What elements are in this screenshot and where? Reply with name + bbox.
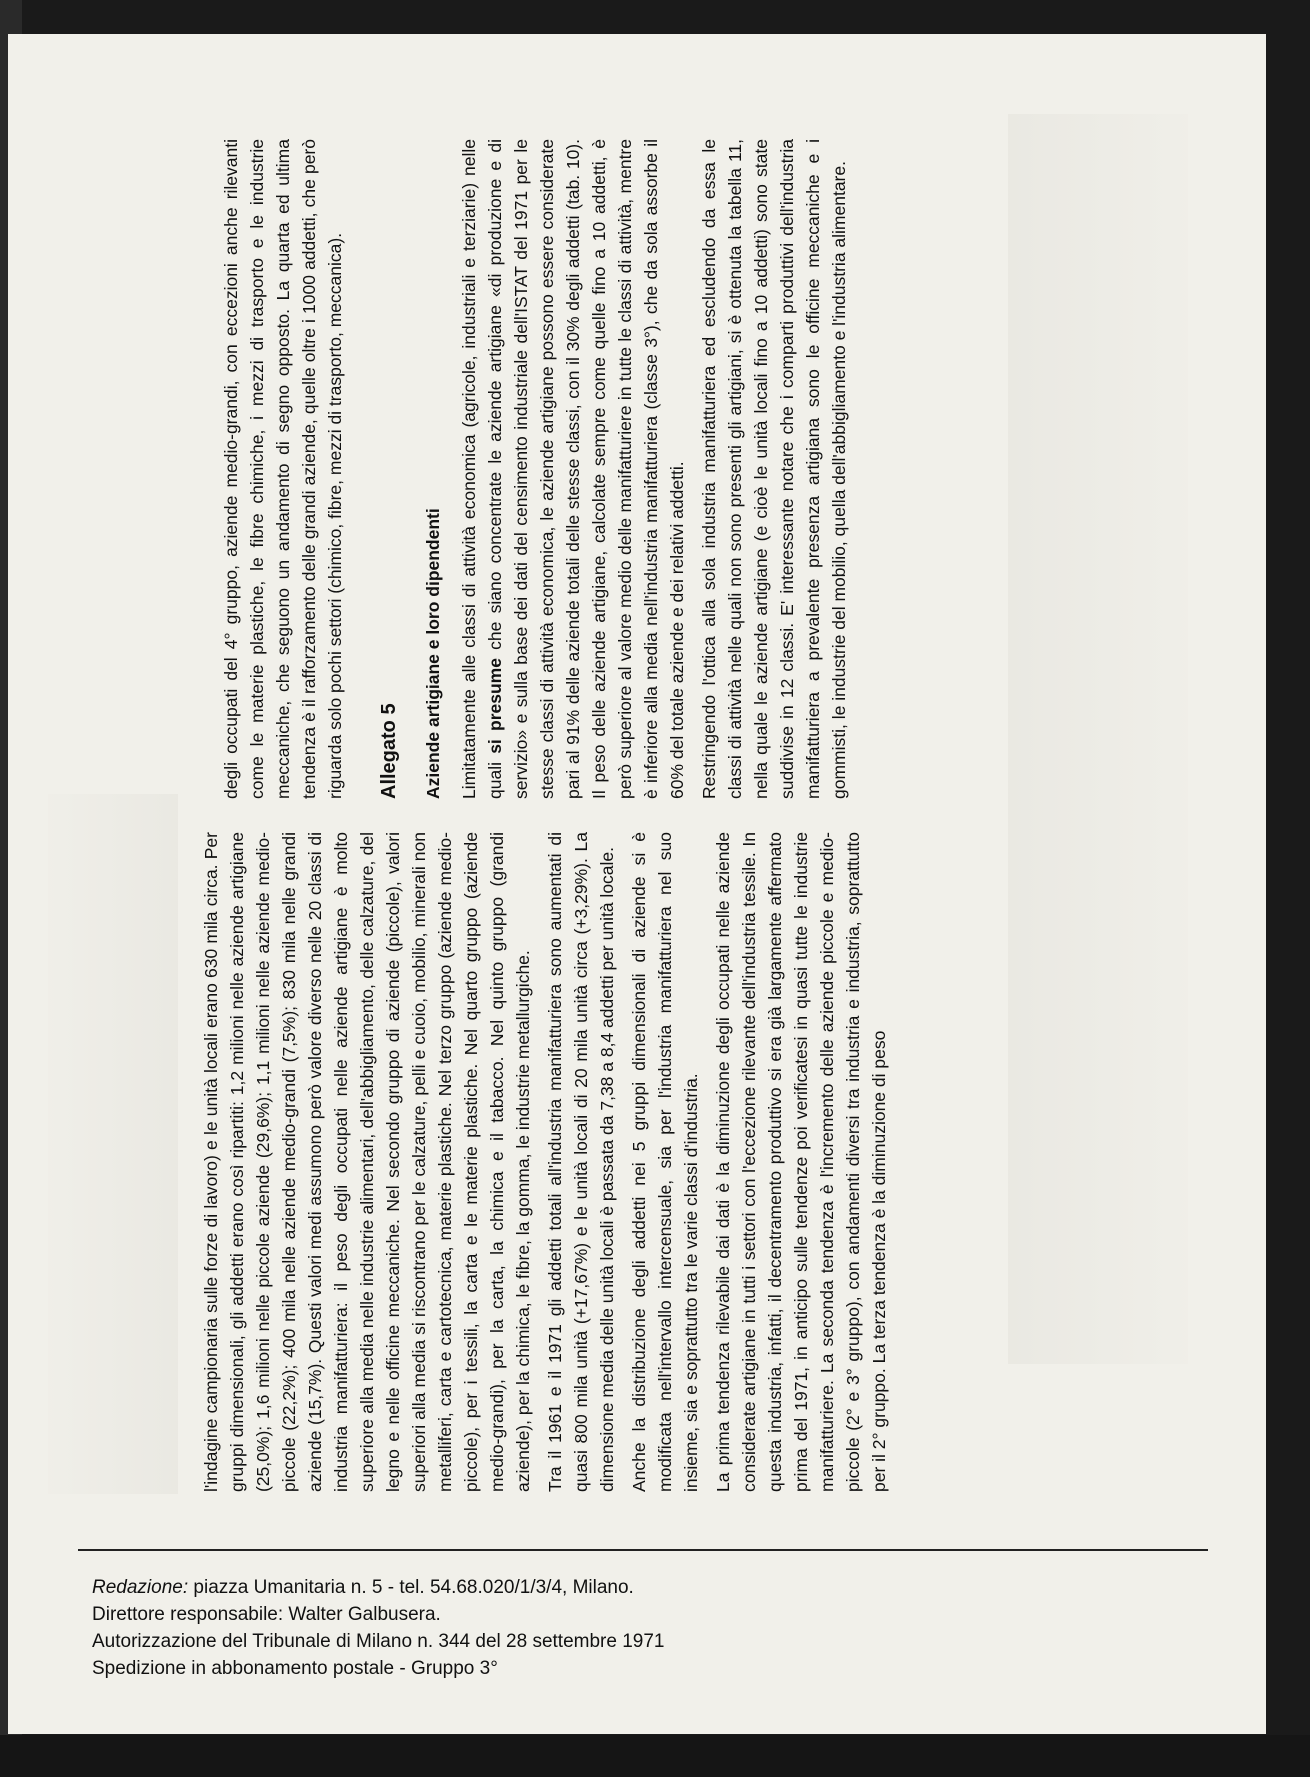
paragraph: Anche la distribuzione degli addetti nei 5 gruppi dimensionali di aziende si è modificata nell'intervallo intercensuale, sia per l'industria manifatturiera nel suo insieme, sia e soprattutto tra le varie classi d'industria.: [629, 832, 701, 1492]
paragraph: Tra il 1961 e il 1971 gli addetti totali all'industria manifatturiera sono aumentati di quasi 800 mila unità (+17,67%) e le unità locali di 20 mila unità circa (+3,29%). La dimensione media delle unità locali è passata da 7,38 a 8,4 addetti per unità locale.: [545, 832, 617, 1492]
emphasis: si presume: [485, 658, 505, 754]
paragraph: Limitatamente alle classi di attività economica (agricole, industriali e terziarie) nelle quali si presume che siano concentrate le aziende artigiane «di produzione e di servizio» e sulla base dei dati del censimento industriale dell'ISTAT del 1971 per le stesse classi di attività economica, le aziende artigiane possono essere considerate pari al 91% delle aziende totali delle stesse classi, con il 30% degli addetti (tab. 10). Il peso delle aziende artigiane, calcolate sempre come quelle fino a 10 addetti, è però superiore al valore medio delle manifatturiere in tutte le classi di attività, mentre è inferiore alla media nell'industria manifatturiera (classe 3°), che da sola assorbe il 60% del totale aziende e dei relativi addetti.: [459, 139, 687, 799]
scan-edge-bottom: [0, 1735, 1310, 1777]
section-title: Aziende artigiane e loro dipendenti: [423, 508, 443, 799]
bleed-through-shape: [1008, 114, 1188, 1364]
colophon: [92, 1574, 664, 1682]
bleed-through-shape: [48, 794, 178, 1494]
paragraph: l'indagine campionaria sulle forze di lavoro) e le unità locali erano 630 mila circa. Per gruppi dimensionali, gli addetti erano così ripartiti: 1,2 milioni nelle aziende artigiane (25,0%); 1,6 milioni nelle piccole aziende (29,6%); 1,1 milioni nelle aziende medio-piccole (22,2%); 400 mila nelle aziende medio-grandi (7,5%); 830 mila nelle grandi aziende (15,7%). Questi valori medi assumono però valore diverso nelle 20 classi di industria manifatturiera: il peso degli occupati nelle aziende artigiane è molto superiore alla media nelle industrie alimentari, dell'abbigliamento, delle calzature, del legno e nelle officine meccaniche. Nel secondo gruppo di aziende (piccole), valori superiori alla media si riscontrano per le calzature, pelli e cuoio, mobilio, minerali non metalliferi, carta e cartotecnica, materie plastiche. Nel terzo gruppo (aziende medio-piccole), per i tessili, la carta e le materie plastiche. Nel quarto gruppo (aziende medio-grandi), per la carta, la chimica e il tabacco. Nel quinto gruppo (grandi aziende), per la chimica, le fibre, la gomma, le industrie metallurgiche.: [201, 832, 533, 1492]
paragraph: degli occupati del 4° gruppo, aziende medio-grandi, con eccezioni anche rilevanti come le materie plastiche, le fibre chimiche, i mezzi di trasporto e le industrie meccaniche, che seguono un andamento di segno opposto. La quarta ed ultima tendenza è il rafforzamento delle grandi aziende, quelle oltre i 1000 addetti, che però riguarda solo pochi settori (chimico, fibre, mezzi di trasporto, meccanica).: [221, 139, 345, 799]
footer-rule: [78, 1549, 1208, 1551]
paragraph: Restringendo l'ottica alla sola industria manifatturiera ed escludendo da essa le classi di attività nelle quali non sono presenti gli artigiani, si è ottenuta la tabella 11, nella quale le aziende artigiane (e cioè le unità locali fino a 10 addetti) sono state suddivise in 12 classi. E' interessante notare che i comparti produttivi dell'industria manifatturiera a prevalente presenza artigiana sono le officine meccaniche e i gommisti, le industrie del mobilio, quella dell'abbigliamento e l'industria alimentare.: [699, 139, 849, 799]
autorizzazione-line: Autorizzazione del Tribunale di Milano n. 344 del 28 settembre 1971: [92, 1631, 665, 1652]
spedizione-line: Spedizione in abbonamento postale - Gruppo 3°: [92, 1658, 498, 1679]
redazione-line: Redazione: piazza Umanitaria n. 5 - tel. 54.68.020/1/3/4, Milano.: [92, 1577, 634, 1598]
text-column-left: [198, 832, 898, 1492]
document-page: [8, 34, 1266, 1734]
paragraph: La prima tendenza rilevabile dai dati è la diminuzione degli occupati nelle aziende considerate artigiane in tutti i settori con l'eccezione rilevante dell'industria tessile. In questa industria, infatti, il decentramento produttivo si era già largamente affermato prima del 1971, in anticipo sulle tendenze poi verificatesi in quasi tutte le industrie manifatturiere. La seconda tendenza è l'incremento delle aziende piccole e medio-piccole (2° e 3° gruppo), con andamenti diversi tra industria e industria, soprattutto per il 2° gruppo. La terza tendenza è la diminuzione di peso: [713, 832, 889, 1492]
annex-title: Allegato 5: [378, 703, 400, 799]
text-column-right: [218, 139, 858, 799]
direttore-line: Direttore responsabile: Walter Galbusera.: [92, 1604, 441, 1625]
